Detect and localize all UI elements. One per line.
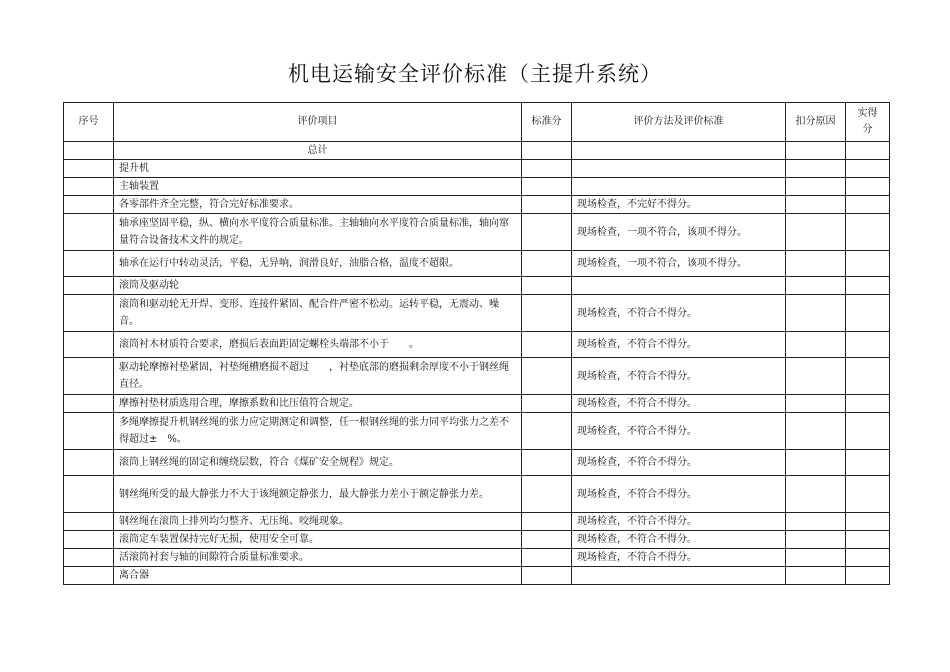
table-row [64,395,890,413]
actual-cell [846,531,890,549]
header-actual-line2: 分 [862,124,873,135]
seq-cell [64,160,114,178]
method-cell [572,277,786,295]
std-cell [522,214,572,251]
table-row [64,142,890,160]
method-cell [572,160,786,178]
item-cell: 滚筒上钢丝绳的固定和缠绕层数，符合《煤矿安全规程》规定。 [114,450,522,476]
header-standard-score: 标准分 [522,103,572,142]
seq-cell [64,142,114,160]
table-row [64,531,890,549]
table-row [64,277,890,295]
header-item: 评价项目 [114,103,522,142]
method-cell: 现场检查，不符合不得分。 [572,513,786,531]
item-cell: 各零部件齐全完整，符合完好标准要求。 [114,196,522,214]
item-cell: 轴承座坚固平稳，纵、横向水平度符合质量标准。主轴轴向水平度符合质量标准，轴向窜量符合设备技术文件的规定。 [114,214,522,251]
item-cell: 多绳摩擦提升机钢丝绳的张力应定期测定和调整，任一根钢丝绳的张力同平均张力之差不得超过± %。 [114,413,522,450]
actual-cell [846,476,890,513]
seq-cell [64,567,114,585]
actual-cell [846,214,890,251]
std-cell [522,277,572,295]
seq-cell [64,277,114,295]
std-cell [522,196,572,214]
actual-cell [846,567,890,585]
item-cell: 主轴装置 [114,178,522,196]
reason-cell [786,277,846,295]
reason-cell [786,142,846,160]
reason-cell [786,567,846,585]
std-cell [522,295,572,332]
actual-cell [846,142,890,160]
actual-cell [846,358,890,395]
table-row [64,332,890,358]
method-cell: 现场检查，不完好不得分。 [572,196,786,214]
item-cell: 滚筒及驱动轮 [114,277,522,295]
std-cell [522,251,572,277]
actual-cell [846,413,890,450]
std-cell [522,549,572,567]
seq-cell [64,214,114,251]
seq-cell [64,476,114,513]
header-actual-score [846,103,890,142]
reason-cell [786,413,846,450]
item-cell: 轴承在运行中转动灵活，平稳，无异响，润滑良好，油脂合格，温度不超限。 [114,251,522,277]
std-cell [522,358,572,395]
header-deduction-reason: 扣分原因 [786,103,846,142]
item-cell: 总计 [114,142,522,160]
reason-cell [786,549,846,567]
seq-cell [64,358,114,395]
std-cell [522,160,572,178]
seq-cell [64,413,114,450]
seq-cell [64,251,114,277]
table-row [64,160,890,178]
method-cell [572,142,786,160]
seq-cell [64,295,114,332]
reason-cell [786,513,846,531]
std-cell [522,513,572,531]
actual-cell [846,549,890,567]
method-cell [572,567,786,585]
seq-cell [64,178,114,196]
item-cell: 滚筒定车装置保持完好无损，使用安全可靠。 [114,531,522,549]
seq-cell [64,332,114,358]
reason-cell [786,450,846,476]
method-cell: 现场检查，不符合不得分。 [572,395,786,413]
reason-cell [786,251,846,277]
method-cell: 现场检查，不符合不得分。 [572,332,786,358]
std-cell [522,567,572,585]
item-cell: 离合器 [114,567,522,585]
item-cell: 滚筒和驱动轮无开焊、变形、连接件紧固、配合件严密不松动。运转平稳，无震动、噪音。 [114,295,522,332]
header-actual-line1: 实得 [857,108,878,119]
seq-cell [64,513,114,531]
seq-cell [64,395,114,413]
table-row [64,549,890,567]
header-seq: 序号 [64,103,114,142]
method-cell: 现场检查，不符合不得分。 [572,476,786,513]
page-title: 机电运输安全评价标准（主提升系统） [288,62,662,86]
std-cell [522,142,572,160]
item-cell: 滚筒衬木材质符合要求，磨损后表面距固定螺栓头端部不小于 。 [114,332,522,358]
seq-cell [64,196,114,214]
item-cell: 摩擦衬垫材质选用合理，摩擦系数和比压值符合规定。 [114,395,522,413]
header-row [64,103,890,142]
table-row [64,450,890,476]
item-cell: 钢丝绳所受的最大静张力不大于该绳额定静张力，最大静张力差小于额定静张力差。 [114,476,522,513]
method-cell: 现场检查，不符合不得分。 [572,295,786,332]
actual-cell [846,251,890,277]
reason-cell [786,332,846,358]
reason-cell [786,395,846,413]
std-cell [522,413,572,450]
reason-cell [786,214,846,251]
method-cell: 现场检查，不符合不得分。 [572,531,786,549]
table-row [64,178,890,196]
method-cell: 现场检查，不符合不得分。 [572,413,786,450]
table-row [64,567,890,585]
std-cell [522,332,572,358]
reason-cell [786,295,846,332]
std-cell [522,395,572,413]
method-cell: 现场检查，不符合不得分。 [572,450,786,476]
seq-cell [64,450,114,476]
seq-cell [64,549,114,567]
item-cell: 驱动轮摩擦衬垫紧固，衬垫绳槽磨损不超过 ，衬垫底部的磨损剩余厚度不小于钢丝绳直径。 [114,358,522,395]
actual-cell [846,395,890,413]
table-row [64,196,890,214]
method-cell [572,178,786,196]
reason-cell [786,196,846,214]
std-cell [522,178,572,196]
std-cell [522,450,572,476]
table-row [64,251,890,277]
actual-cell [846,295,890,332]
header-method: 评价方法及评价标准 [572,103,786,142]
item-cell: 提升机 [114,160,522,178]
actual-cell [846,178,890,196]
reason-cell [786,358,846,395]
reason-cell [786,476,846,513]
table-row [64,513,890,531]
reason-cell [786,531,846,549]
evaluation-table [63,102,890,585]
method-cell: 现场检查，不符合不得分。 [572,549,786,567]
table-row [64,476,890,513]
table-row [64,413,890,450]
actual-cell [846,332,890,358]
std-cell [522,531,572,549]
method-cell: 现场检查，不符合不得分。 [572,358,786,395]
table-row [64,358,890,395]
actual-cell [846,196,890,214]
item-cell: 活滚筒衬套与轴的间隙符合质量标准要求。 [114,549,522,567]
reason-cell [786,160,846,178]
table-row [64,214,890,251]
actual-cell [846,450,890,476]
table-row [64,295,890,332]
seq-cell [64,531,114,549]
std-cell [522,476,572,513]
item-cell: 钢丝绳在滚筒上排列均匀整齐、无压绳、咬绳现象。 [114,513,522,531]
actual-cell [846,160,890,178]
reason-cell [786,178,846,196]
method-cell: 现场检查，一项不符合，该项不得分。 [572,214,786,251]
actual-cell [846,513,890,531]
method-cell: 现场检查，一项不符合，该项不得分。 [572,251,786,277]
actual-cell [846,277,890,295]
